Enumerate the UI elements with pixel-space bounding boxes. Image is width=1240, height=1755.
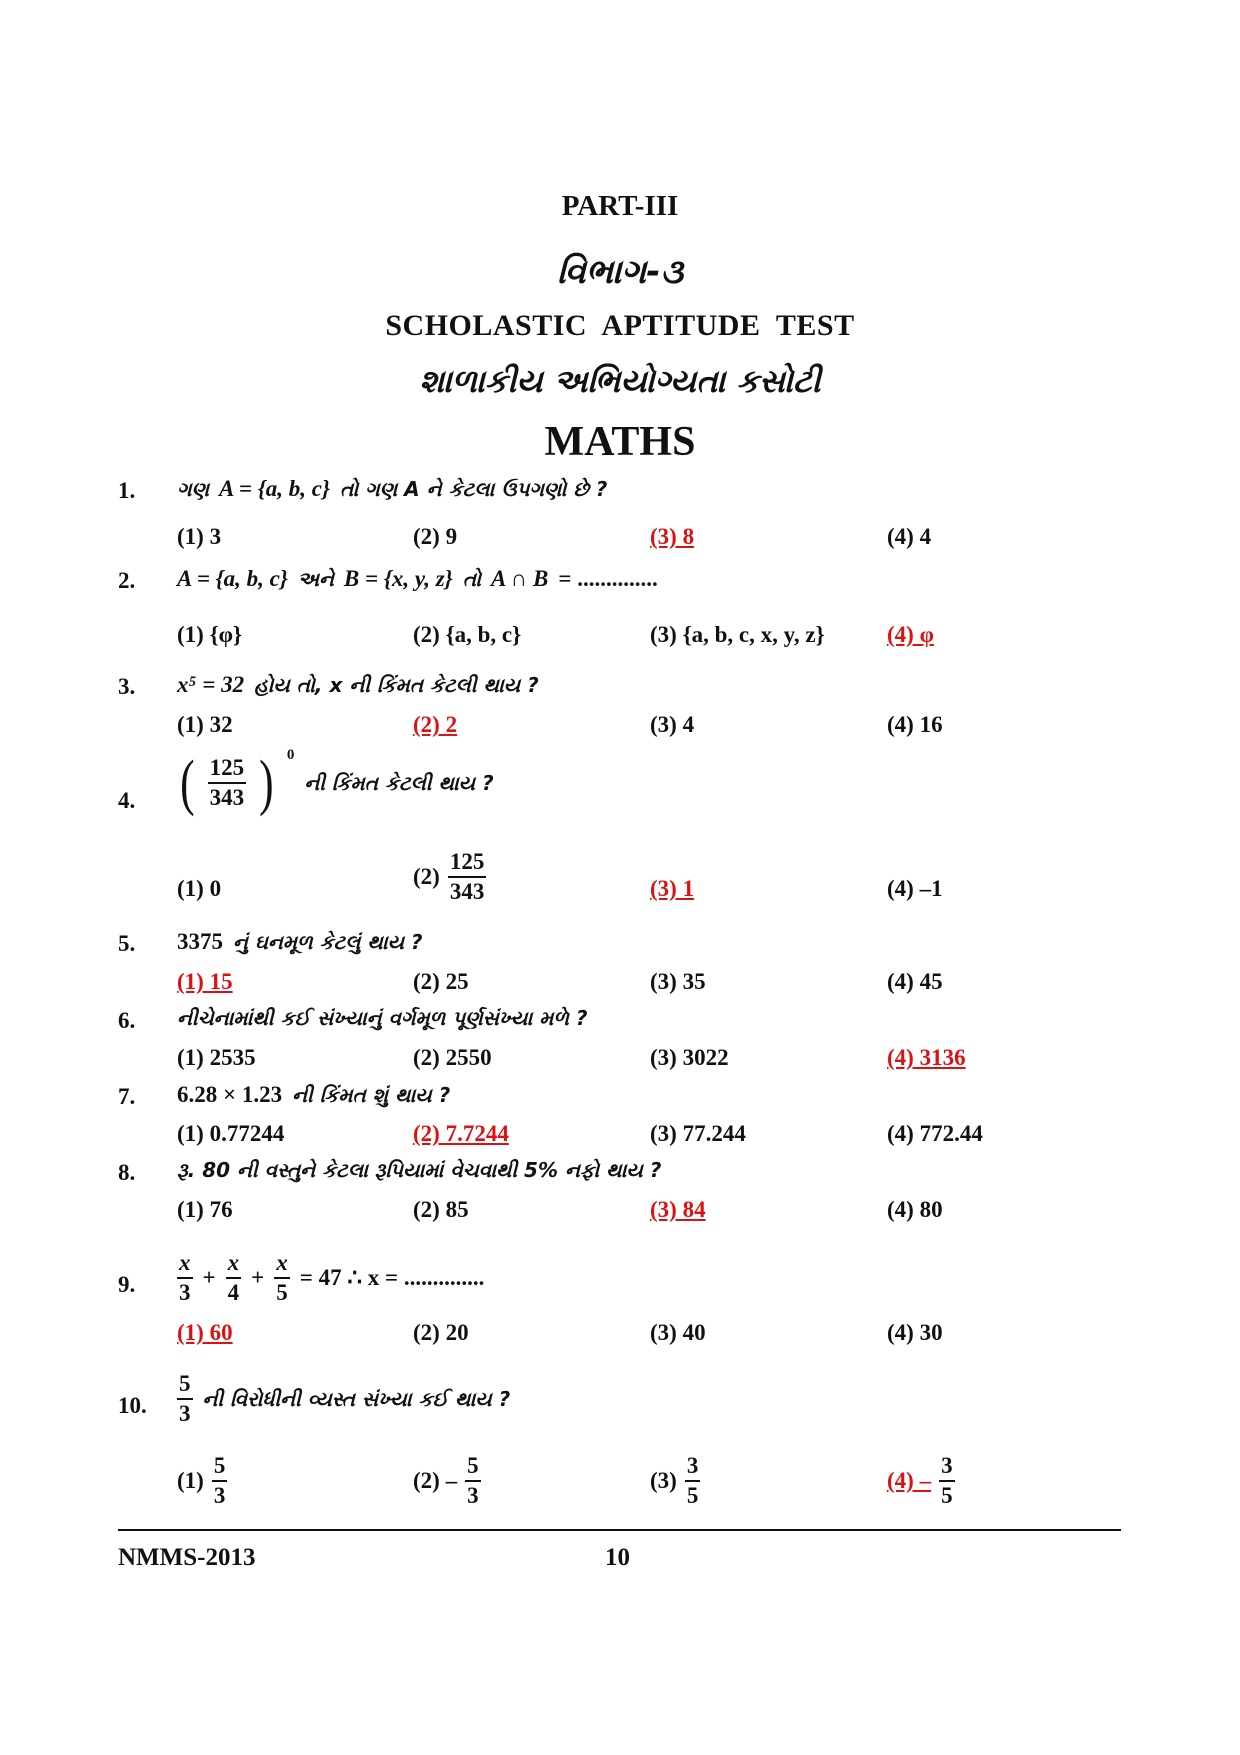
option-3[interactable]: (3) 4 [650,712,695,737]
fraction: $\frac{5}{3}$ [467,1453,479,1509]
option-1[interactable]: (1) 3 [177,524,222,549]
part-heading: PART-III [561,190,679,222]
question-number: 5. [118,931,136,956]
option-1[interactable]: (1) 0 [177,876,222,901]
option-4[interactable]: (4) 30 [887,1320,943,1345]
question-number: 6. [118,1008,136,1033]
option-2[interactable]: (2) 85 [413,1197,469,1222]
question-7-stem: 6.28 × 1.23 ની કિંમત શું થાય ? [177,1082,451,1107]
option-4[interactable]: (4) 45 [887,969,943,994]
question-number: 1. [118,478,136,503]
fraction: $\frac{x}{4}$ [227,1250,240,1306]
question-number: 7. [118,1084,136,1109]
page-number: 10 [605,1544,630,1571]
option-1[interactable]: (1) 32 [177,712,233,737]
option-1-correct[interactable]: (1) 60 [177,1320,233,1345]
option-1-correct[interactable]: (1) 15 [177,969,233,994]
exponent: 0 [286,746,295,763]
option-3-correct[interactable]: (3) 84 [650,1197,706,1222]
section-title-gu: શાળાકીય અભિયોગ્યતા કસોટી [419,362,821,400]
option-2[interactable]: (2) 20 [413,1320,469,1345]
question-9-stem: $\frac{x}{3}$ + $\frac{x}{4}$ + $\frac{x}{5}$ = 47 ∴ x = .............. [179,1250,485,1306]
subject-title: MATHS [544,419,696,465]
option-3[interactable]: (3) 77.244 [650,1121,746,1146]
option-3-correct[interactable]: (3) 8 [650,524,695,549]
option-3[interactable]: (3) $\frac{3}{5}$ [650,1453,699,1509]
option-2-correct[interactable]: (2) 2 [413,712,458,737]
question-1-stem: ગણ A = {a, b, c} તો ગણ A ને કેટલા ઉપગણો છે ? [177,476,608,501]
option-3[interactable]: (3) 40 [650,1320,706,1345]
option-3-correct[interactable]: (3) 1 [650,876,695,901]
section-title-en: SCHOLASTIC APTITUDE TEST [385,309,855,342]
option-2[interactable]: (2) 25 [413,969,469,994]
fraction: $\frac{5}{3}$ [179,1371,191,1427]
option-2[interactable]: (2) {a, b, c} [413,622,522,647]
fraction: $\frac{125}{343}$ [449,849,485,905]
fraction: $\frac{x}{5}$ [276,1250,288,1306]
option-4-correct[interactable]: (4) φ [887,622,934,647]
question-number: 4. [118,788,136,813]
option-4[interactable]: (4) 80 [887,1197,943,1222]
option-3[interactable]: (3) {a, b, c, x, y, z} [650,622,825,647]
option-4[interactable]: (4) 772.44 [887,1121,983,1146]
option-4[interactable]: (4) –1 [887,876,943,901]
option-2[interactable]: (2) – $\frac{5}{3}$ [413,1453,479,1509]
question-number: 9. [118,1272,136,1297]
fraction: $\frac{3}{5}$ [686,1453,699,1509]
question-number: 8. [118,1160,136,1185]
option-1[interactable]: (1) {φ} [177,622,243,647]
fraction: $\frac{3}{5}$ [941,1453,953,1509]
footer-divider [118,1529,1121,1531]
option-4[interactable]: (4) 16 [887,712,943,737]
question-3-stem: x⁵ = 32 હોય તો, x ની કિંમત કેટલી થાય ? [177,672,539,697]
option-3[interactable]: (3) 35 [650,969,706,994]
question-number: 10. [118,1393,147,1418]
option-2[interactable]: (2) 9 [413,524,458,549]
question-6-stem: નીચેનામાંથી કઈ સંખ્યાનું વર્ગમૂળ પૂર્ણસંખ્યા મળે ? [177,1006,588,1030]
option-4-correct[interactable]: (4) – $\frac{3}{5}$ [887,1453,953,1509]
question-number: 3. [118,674,136,699]
option-4-correct[interactable]: (4) 3136 [887,1045,966,1070]
fraction: $\frac{x}{3}$ [179,1250,191,1306]
fraction: $\frac{125}{343}$ [209,754,245,810]
question-4-stem: ( $\frac{125}{343}$ ) 0 ની કિંમત કેટલી થાય ? [180,746,494,817]
question-2-stem: A = {a, b, c} અને B = {x, y, z} તો A ∩ B = .............. [177,566,658,591]
exam-code: NMMS-2013 [118,1544,256,1571]
option-1[interactable]: (1) 2535 [177,1045,256,1070]
option-3[interactable]: (3) 3022 [650,1045,729,1070]
question-5-stem: 3375 નું ઘનમૂળ કેટલું થાય ? [177,929,423,954]
option-1[interactable]: (1) 76 [177,1197,233,1222]
question-10-stem: $\frac{5}{3}$ ની વિરોધીની વ્યસ્ત સંખ્યા કઈ થાય ? [179,1371,511,1427]
option-1[interactable]: (1) $\frac{5}{3}$ [177,1453,226,1509]
option-2[interactable]: (2) $\frac{125}{343}$ [413,849,485,905]
option-2[interactable]: (2) 2550 [413,1045,492,1070]
option-4[interactable]: (4) 4 [887,524,932,549]
question-8-stem: રૂ. 80 ની વસ્તુને કેટલા રૂપિયામાં વેચવાથી 5% નફો થાય ? [177,1158,662,1182]
vibhag-heading: વિભાગ-૩ [557,252,683,292]
option-1[interactable]: (1) 0.77244 [177,1121,285,1146]
fraction: $\frac{5}{3}$ [213,1453,226,1509]
question-number: 2. [118,568,136,593]
option-2-correct[interactable]: (2) 7.7244 [413,1121,509,1146]
